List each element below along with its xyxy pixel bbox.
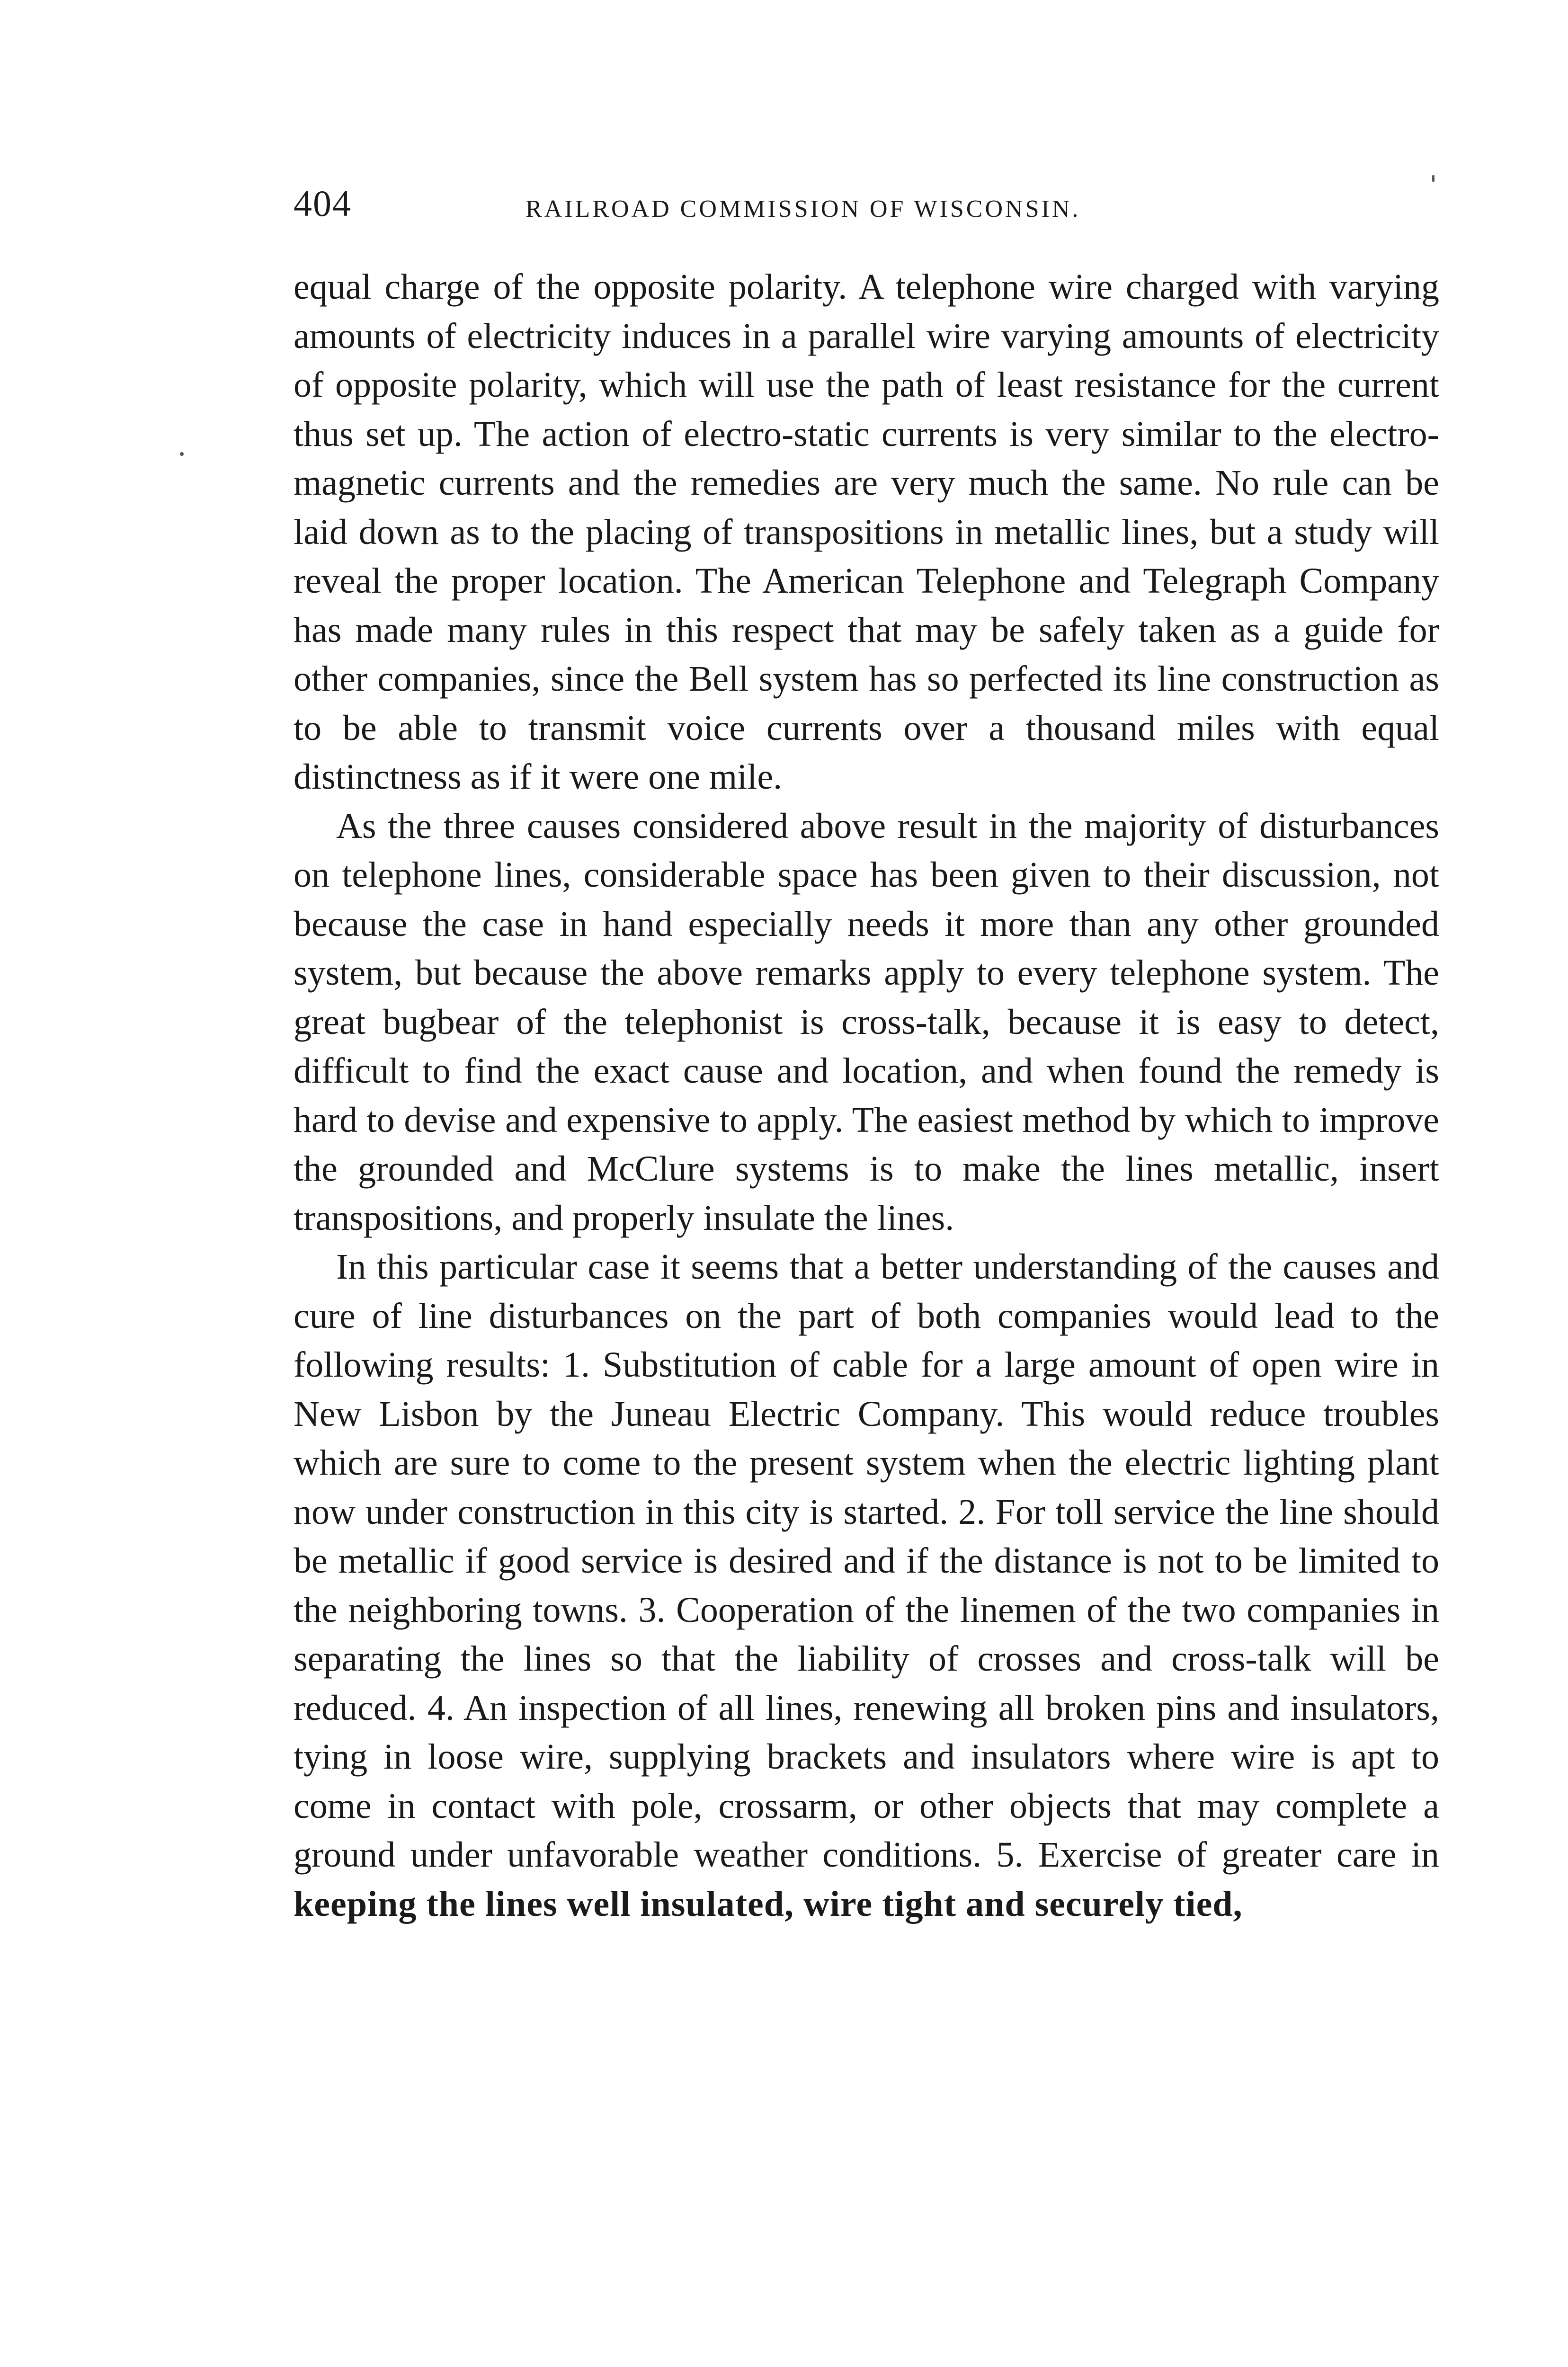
paragraph-causes-of-disturbance: As the three causes considered above result in the majority of disturbances on telephone lines, considerable space has been given to their discussion, not because the case in hand especially needs it more than any other grounded system, but because the above remarks apply to every telephone system. The great bugbear of the telephonist is cross-talk, because it is easy to detect, difficult to find the exact cause and location, and when found the remedy is hard to devise and expensive to apply. The easiest method by which to improve the grounded and McClure systems is to make the lines metallic, insert transpositions, and properly insulate the lines. <box>294 806 1439 1238</box>
page-number: 404 <box>294 183 352 224</box>
paragraph-recommendations <box>294 1243 1439 1929</box>
margin-speck <box>1432 175 1434 182</box>
paragraph-final-line: keeping the lines well insulated, wire tight and securely tied, <box>294 1884 1243 1924</box>
paragraph-continued: equal charge of the opposite polarity. A telephone wire charged with varying amounts of electricity induces in a parallel wire varying amounts of electricity of opposite polarity, which will use the path of least resistance for the current thus set up. The action of electro-static currents is very similar to the electro-magnetic currents and the remedies are very much the same. No rule can be laid down as to the placing of transpositions in metallic lines, but a study will reveal the proper location. The American Telephone and Telegraph Company has made many rules in this respect that may be safely taken as a guide for other companies, since the Bell system has so perfected its line construction as to be able to transmit voice currents over a thousand miles with equal distinctness as if it were one mile. <box>294 267 1439 797</box>
paragraph-recommendations-text: In this particular case it seems that a better understanding of the causes and cure of line disturbances on the part of both companies would lead to the following results: 1. Substitution of cable for a large amount of open wire in New Lisbon by the Juneau Electric Company. This would reduce troubles which are sure to come to the present system when the electric lighting plant now under construction in this city is started. 2. For toll service the line should be metallic if good service is desired and if the distance is not to be limited to the neighboring towns. 3. Cooperation of the linemen of the two companies in separating the lines so that the liability of crosses and cross-talk will be reduced. 4. An inspection of all lines, renewing all broken pins and insulators, tying in loose wire, supplying brackets and insulators where wire is apt to come in contact with pole, crossarm, or other objects that may complete a ground under unfavorable weather conditions. 5. Exercise of greater care in <box>294 1247 1439 1875</box>
running-head: RAILROAD COMMISSION OF WISCONSIN. <box>526 196 1081 222</box>
page-header <box>294 175 1439 232</box>
margin-speck <box>180 452 184 456</box>
body-text <box>294 263 1439 1929</box>
